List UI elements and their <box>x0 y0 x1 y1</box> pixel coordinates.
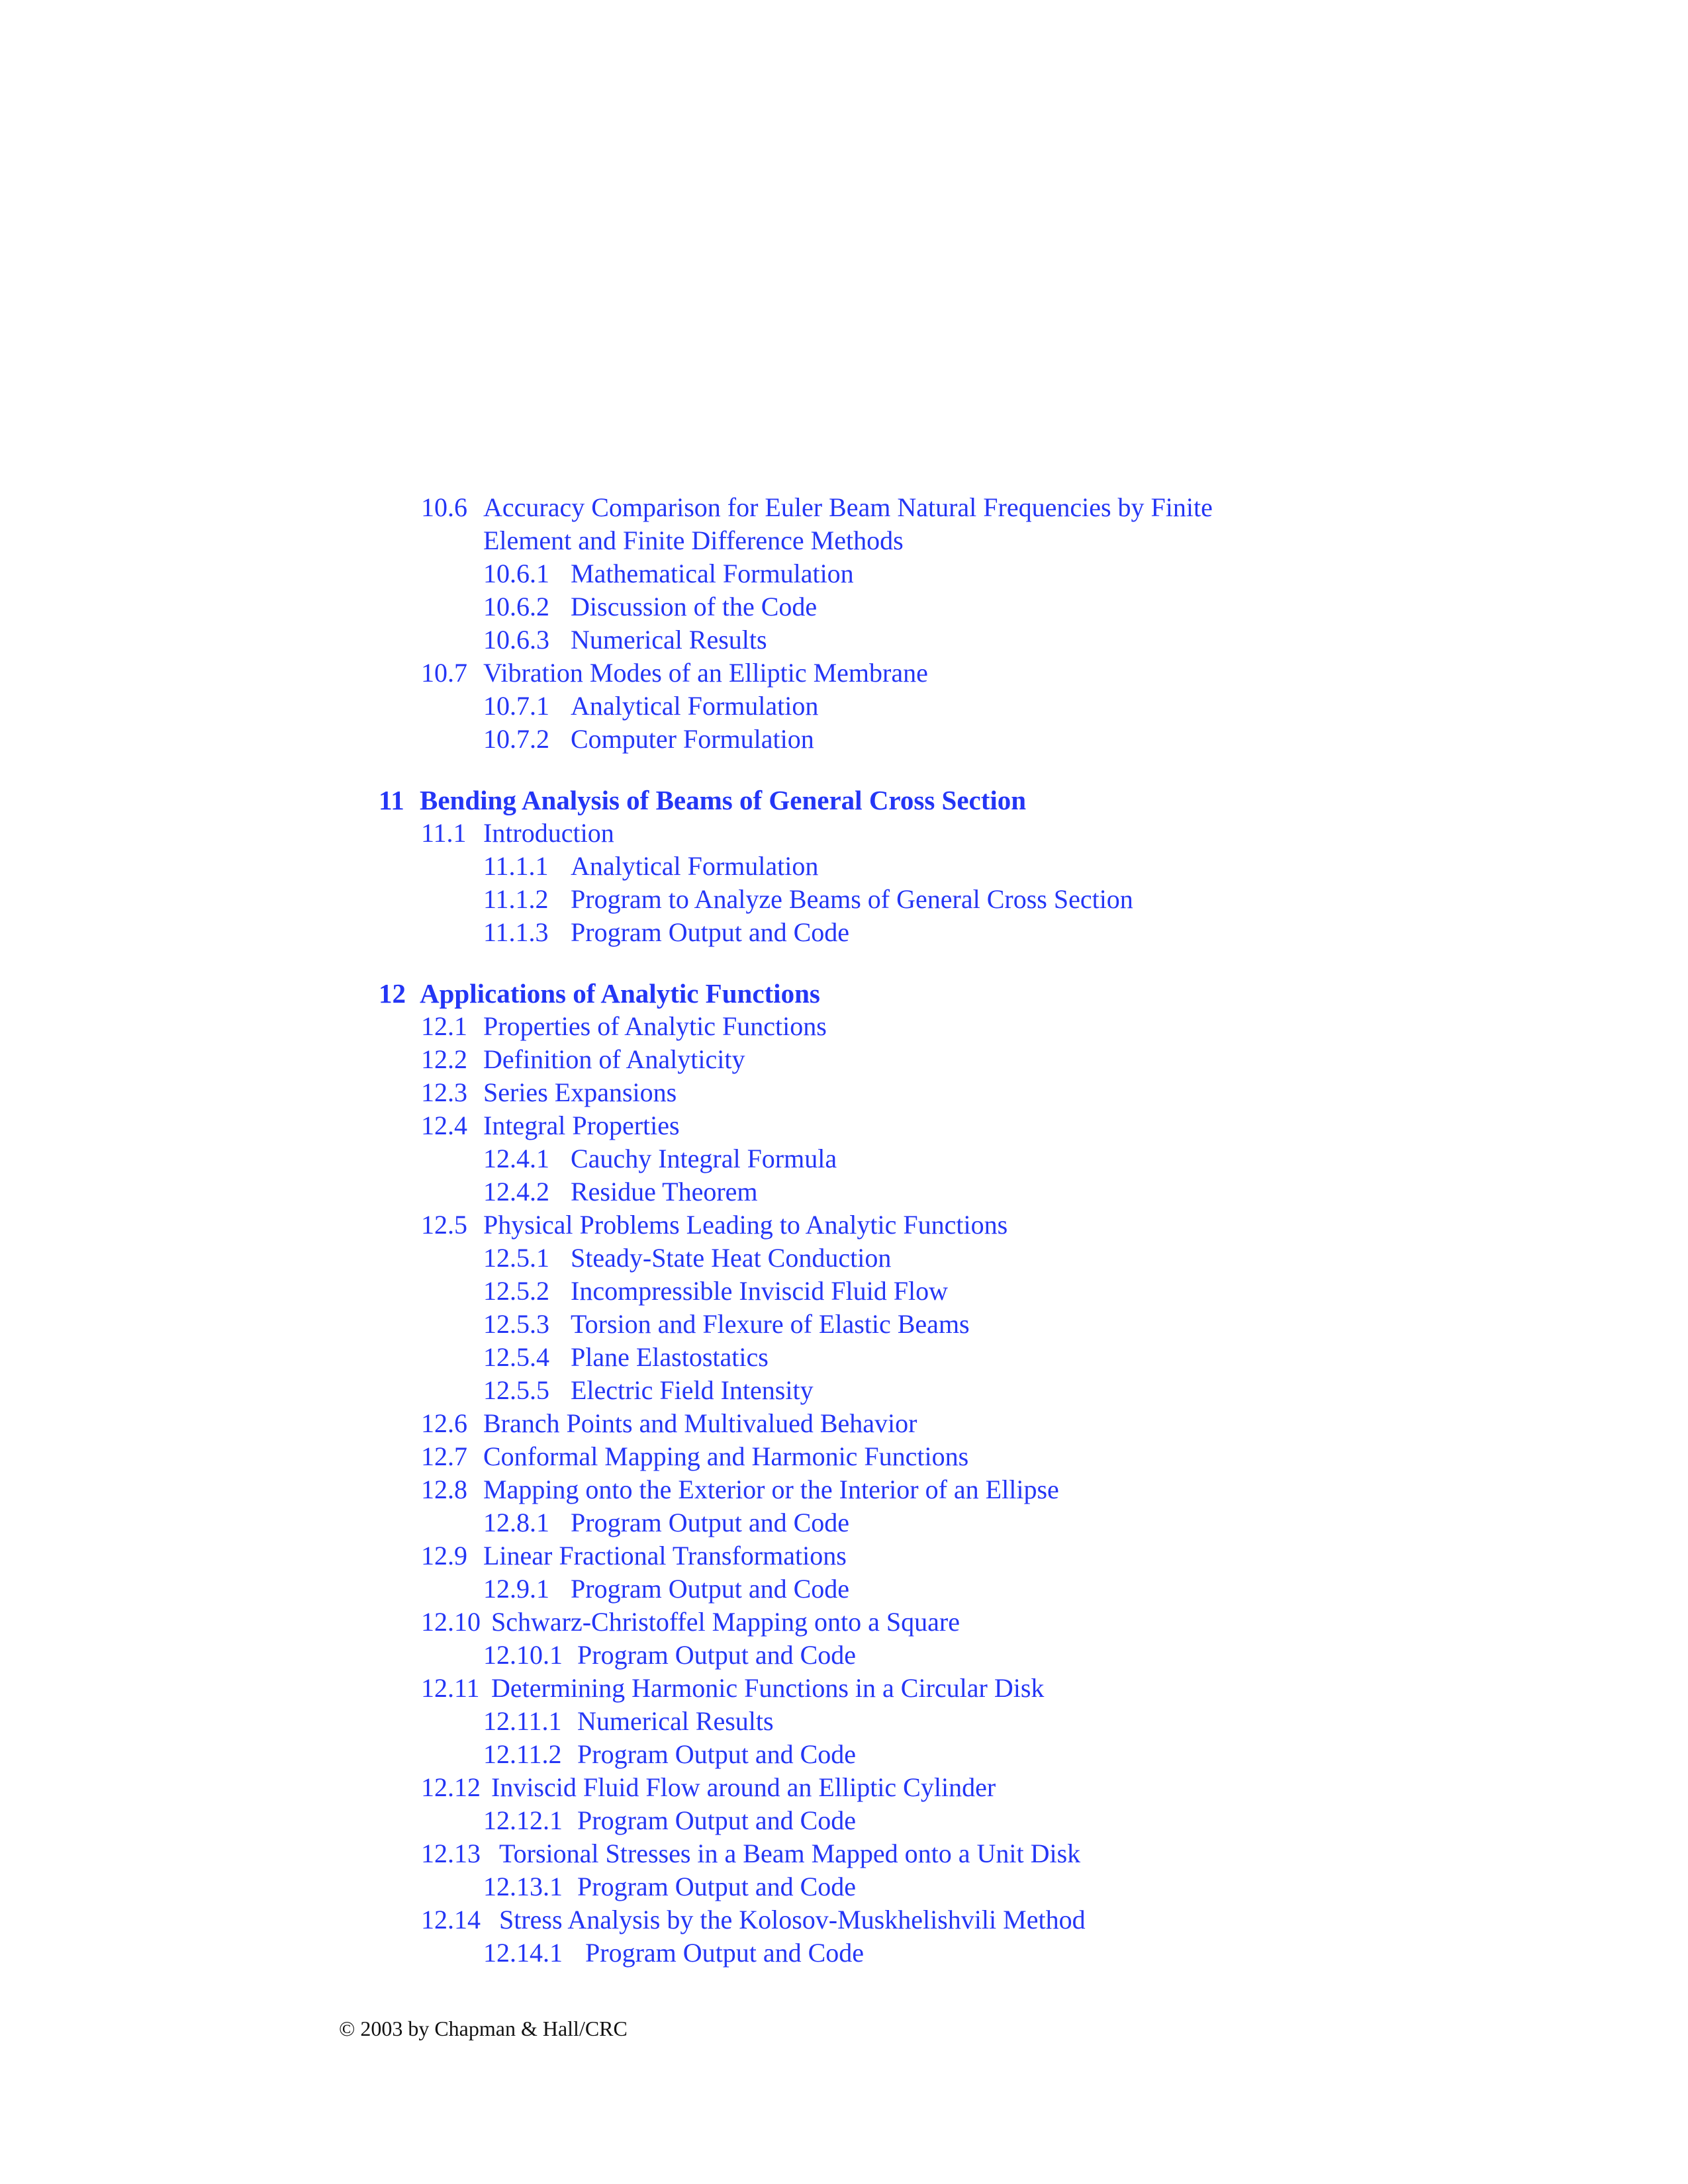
toc-entry-title: Computer Formulation <box>571 724 814 754</box>
table-of-contents <box>379 491 1636 1970</box>
toc-entry-link[interactable] <box>379 1208 1636 1242</box>
toc-entry-title: Program Output and Code <box>571 1508 850 1537</box>
toc-entry-link[interactable] <box>379 1242 1636 1275</box>
toc-entry-title: Applications of Analytic Functions <box>420 978 820 1009</box>
toc-entry-title: Inviscid Fluid Flow around an Elliptic Cylinder <box>491 1772 996 1802</box>
toc-entry-title: Conformal Mapping and Harmonic Functions <box>483 1441 969 1471</box>
toc-entry-title: Discussion of the Code <box>571 592 818 621</box>
toc-entry-number: 12.1 <box>421 1011 467 1041</box>
toc-entry-number: 12.10 <box>421 1607 481 1637</box>
toc-entry-number: 12.5.4 <box>483 1342 549 1372</box>
toc-entry-title: Program Output and Code <box>585 1938 865 1968</box>
toc-entry-link[interactable] <box>379 1606 1636 1639</box>
toc-entry-number: 12.6 <box>421 1408 467 1438</box>
toc-entry-number: 12.7 <box>421 1441 467 1471</box>
toc-entry-title: Program Output and Code <box>577 1739 857 1769</box>
toc-entry-number: 12.13.1 <box>483 1872 563 1901</box>
toc-entry-link[interactable] <box>379 817 1636 850</box>
toc-entry-number: 12.8 <box>421 1475 467 1504</box>
toc-entry-link[interactable] <box>379 1903 1636 1936</box>
toc-entry-link[interactable] <box>379 850 1636 883</box>
toc-entry-title: Linear Fractional Transformations <box>483 1541 847 1570</box>
toc-entry-link[interactable] <box>379 557 1636 590</box>
toc-entry-number: 10.7.2 <box>483 724 549 754</box>
toc-entry-link[interactable] <box>379 1076 1636 1109</box>
toc-entry-number: 12.5.5 <box>483 1375 549 1405</box>
toc-entry-title: Accuracy Comparison for Euler Beam Natural Frequencies by Finite <box>483 492 1213 522</box>
toc-entry-number: 12.4.1 <box>483 1144 549 1173</box>
toc-entry-title: Mapping onto the Exterior or the Interior of an Ellipse <box>483 1475 1059 1504</box>
toc-entry-title: Numerical Results <box>571 625 767 655</box>
toc-entry-link[interactable] <box>379 1672 1636 1705</box>
toc-entry-number: 10.7 <box>421 658 467 688</box>
toc-entry-link[interactable] <box>379 1440 1636 1473</box>
toc-entry-title: Physical Problems Leading to Analytic Functions <box>483 1210 1008 1240</box>
toc-entry-number: 12.8.1 <box>483 1508 549 1537</box>
toc-entry-number: 12.5.2 <box>483 1276 549 1306</box>
toc-entry-link[interactable] <box>379 690 1636 723</box>
toc-entry-link[interactable] <box>379 1837 1636 1870</box>
toc-entry-link[interactable] <box>379 1705 1636 1738</box>
toc-entry-number: 12.9 <box>421 1541 467 1570</box>
toc-entry-link[interactable] <box>379 916 1636 949</box>
toc-entry-title: Vibration Modes of an Elliptic Membrane <box>483 658 928 688</box>
toc-entry-number: 11.1.2 <box>483 884 549 914</box>
toc-entry-link[interactable] <box>379 1341 1636 1374</box>
toc-entry-link[interactable] <box>379 491 1636 524</box>
toc-entry-title: Determining Harmonic Functions in a Circular Disk <box>491 1673 1045 1703</box>
toc-entry-link[interactable] <box>379 1010 1636 1043</box>
toc-entry-title: Electric Field Intensity <box>571 1375 814 1405</box>
toc-entry-number: 12.5 <box>421 1210 467 1240</box>
toc-entry-number: 12.4.2 <box>483 1177 549 1206</box>
toc-entry-number: 10.7.1 <box>483 691 549 721</box>
toc-entry-title: Program to Analyze Beams of General Cross Section <box>571 884 1133 914</box>
toc-chapter-link[interactable] <box>379 977 1636 1010</box>
toc-entry-link[interactable] <box>379 1473 1636 1506</box>
toc-entry-number: 12.11.1 <box>483 1706 562 1736</box>
toc-entry-link[interactable] <box>379 1175 1636 1208</box>
toc-entry-link[interactable] <box>379 1738 1636 1771</box>
toc-entry-link[interactable] <box>379 1506 1636 1539</box>
toc-entry-title: Schwarz-Christoffel Mapping onto a Square <box>491 1607 960 1637</box>
toc-entry-number: 12.5.3 <box>483 1309 549 1339</box>
toc-entry-number: 10.6 <box>421 492 467 522</box>
toc-entry-title: Torsion and Flexure of Elastic Beams <box>571 1309 970 1339</box>
toc-entry-title: Introduction <box>483 818 614 848</box>
toc-entry-link[interactable] <box>379 1539 1636 1572</box>
toc-entry-title: Stress Analysis by the Kolosov-Muskhelishvili Method <box>499 1905 1086 1934</box>
toc-entry-number: 12.14 <box>421 1905 481 1934</box>
toc-entry-number: 11 <box>379 785 404 815</box>
toc-entry-number: 11.1.1 <box>483 851 549 881</box>
toc-entry-title: Incompressible Inviscid Fluid Flow <box>571 1276 948 1306</box>
toc-entry-number: 11.1 <box>421 818 467 848</box>
toc-entry-number: 12.12 <box>421 1772 481 1802</box>
toc-entry-title: Numerical Results <box>577 1706 774 1736</box>
toc-entry-title: Integral Properties <box>483 1111 680 1140</box>
toc-entry-number: 12.5.1 <box>483 1243 549 1273</box>
toc-entry-link[interactable] <box>379 1407 1636 1440</box>
toc-entry-link[interactable] <box>379 1308 1636 1341</box>
toc-entry-link[interactable] <box>379 590 1636 623</box>
toc-entry-title: Cauchy Integral Formula <box>571 1144 837 1173</box>
toc-entry-title: Torsional Stresses in a Beam Mapped onto a Unit Disk <box>499 1839 1081 1868</box>
toc-entry-link[interactable] <box>379 723 1636 756</box>
toc-entry-link[interactable] <box>379 883 1636 916</box>
toc-entry-title: Analytical Formulation <box>571 691 819 721</box>
toc-entry-title: Properties of Analytic Functions <box>483 1011 827 1041</box>
toc-entry-link[interactable] <box>379 1043 1636 1076</box>
toc-entry-title: Program Output and Code <box>571 1574 850 1604</box>
copyright-footer: © 2003 by Chapman & Hall/CRC <box>339 2017 628 2040</box>
toc-entry-title: Element and Finite Difference Methods <box>483 525 904 555</box>
toc-entry-link[interactable] <box>379 657 1636 690</box>
toc-entry-number: 10.6.1 <box>483 559 549 588</box>
toc-entry-number: 10.6.2 <box>483 592 549 621</box>
toc-entry-number: 12.12.1 <box>483 1805 563 1835</box>
toc-entry-link[interactable] <box>379 1870 1636 1903</box>
toc-entry-link[interactable] <box>379 524 1636 557</box>
toc-entry-number: 12.2 <box>421 1044 467 1074</box>
toc-entry-link[interactable] <box>379 1804 1636 1837</box>
toc-entry-title: Mathematical Formulation <box>571 559 854 588</box>
toc-entry-link[interactable] <box>379 1572 1636 1606</box>
toc-entry-title: Series Expansions <box>483 1077 677 1107</box>
toc-entry-link[interactable] <box>379 1374 1636 1407</box>
toc-entry-link[interactable] <box>379 1771 1636 1804</box>
toc-entry-number: 10.6.3 <box>483 625 549 655</box>
toc-entry-title: Steady-State Heat Conduction <box>571 1243 892 1273</box>
toc-entry-link[interactable] <box>379 1275 1636 1308</box>
toc-entry-title: Program Output and Code <box>577 1640 857 1670</box>
toc-entry-number: 11.1.3 <box>483 917 549 947</box>
toc-entry-link[interactable] <box>379 1142 1636 1175</box>
toc-entry-number: 12.3 <box>421 1077 467 1107</box>
toc-entry-link[interactable] <box>379 1639 1636 1672</box>
toc-entry-number: 12.10.1 <box>483 1640 563 1670</box>
toc-entry-number: 12.11 <box>421 1673 480 1703</box>
toc-entry-link[interactable] <box>379 1109 1636 1142</box>
toc-entry-title: Residue Theorem <box>571 1177 758 1206</box>
toc-entry-title: Branch Points and Multivalued Behavior <box>483 1408 917 1438</box>
toc-entry-number: 12.4 <box>421 1111 467 1140</box>
toc-entry-title: Program Output and Code <box>577 1872 857 1901</box>
toc-entry-number: 12.11.2 <box>483 1739 562 1769</box>
toc-entry-title: Bending Analysis of Beams of General Cross Section <box>420 785 1027 815</box>
toc-entry-number: 12.9.1 <box>483 1574 549 1604</box>
toc-entry-link[interactable] <box>379 1936 1636 1970</box>
toc-entry-number: 12.13 <box>421 1839 481 1868</box>
toc-entry-title: Analytical Formulation <box>571 851 819 881</box>
toc-entry-title: Plane Elastostatics <box>571 1342 769 1372</box>
toc-entry-title: Program Output and Code <box>571 917 850 947</box>
toc-entry-title: Definition of Analyticity <box>483 1044 745 1074</box>
toc-entry-number: 12.14.1 <box>483 1938 563 1968</box>
toc-entry-link[interactable] <box>379 623 1636 657</box>
toc-entry-title: Program Output and Code <box>577 1805 857 1835</box>
toc-chapter-link[interactable] <box>379 784 1636 817</box>
toc-entry-number: 12 <box>379 978 406 1009</box>
